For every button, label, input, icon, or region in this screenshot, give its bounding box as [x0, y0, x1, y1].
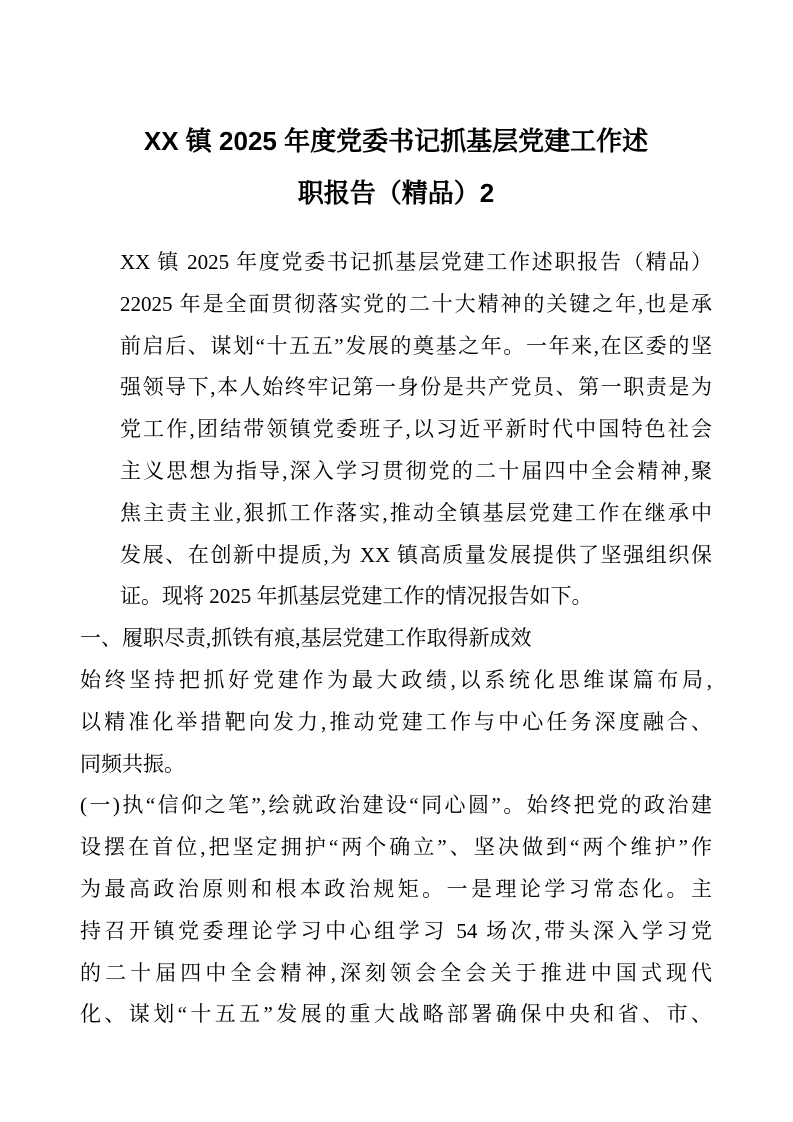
text-line: 党工作,团结带领镇党委班子,以习近平新时代中国特色社会 — [120, 417, 712, 442]
text-line: 的二十届四中全会精神,深刻领会全会关于推进中国式现代 — [80, 960, 712, 985]
paragraph — [120, 242, 712, 618]
text-line: 焦主责主业,狠抓工作落实,推动全镇基层党建工作在继承中 — [120, 500, 712, 525]
text-line: 前启后、谋划“十五五”发展的奠基之年。一年来,在区委的坚 — [120, 333, 712, 358]
text-line: XX 镇 2025 年度党委书记抓基层党建工作述职报告（精品） — [120, 250, 712, 274]
text-line: 22025 年是全面贯彻落实党的二十大精神的关键之年,也是承 — [120, 291, 712, 316]
text-line: 为最高政治原则和根本政治规矩。一是理论学习常态化。主 — [80, 876, 712, 901]
text-line: 证。现将 2025 年抓基层党建工作的情况报告如下。 — [120, 584, 593, 609]
paragraph — [80, 785, 712, 1036]
text-line: 一、履职尽责,抓铁有痕,基层党建工作取得新成效 — [80, 626, 532, 651]
paragraph — [80, 660, 712, 785]
text-line: 始终坚持把抓好党建作为最大政绩,以系统化思维谋篇布局, — [80, 667, 712, 692]
text-line: 化、谋划“十五五”发展的重大战略部署确保中央和省、市、 — [80, 1002, 712, 1027]
text-line: 以精准化举措靶向发力,推动党建工作与中心任务深度融合、 — [80, 709, 712, 734]
text-line: (一)执“信仰之笔”,绘就政治建设“同心圆”。始终把党的政治建 — [80, 793, 712, 818]
document-title-line: XX 镇 2025 年度党委书记抓基层党建工作述 — [143, 126, 649, 156]
document-title — [80, 115, 712, 219]
text-line: 强领导下,本人始终牢记第一身份是共产党员、第一职责是为 — [120, 375, 712, 400]
text-line: 持召开镇党委理论学习中心组学习 54 场次,带头深入学习党 — [80, 918, 712, 943]
paragraph — [80, 618, 712, 660]
text-line: 同频共振。 — [80, 751, 185, 776]
document-title-line: 职报告（精品）2 — [297, 178, 495, 208]
text-line: 设摆在首位,把坚定拥护“两个确立”、坚决做到“两个维护”作 — [80, 835, 712, 860]
text-line: 主义思想为指导,深入学习贯彻党的二十届四中全会精神,聚 — [120, 458, 712, 483]
document-body — [80, 242, 712, 1036]
document-content — [80, 115, 712, 1036]
text-line: 发展、在创新中提质,为 XX 镇高质量发展提供了坚强组织保 — [120, 542, 712, 567]
